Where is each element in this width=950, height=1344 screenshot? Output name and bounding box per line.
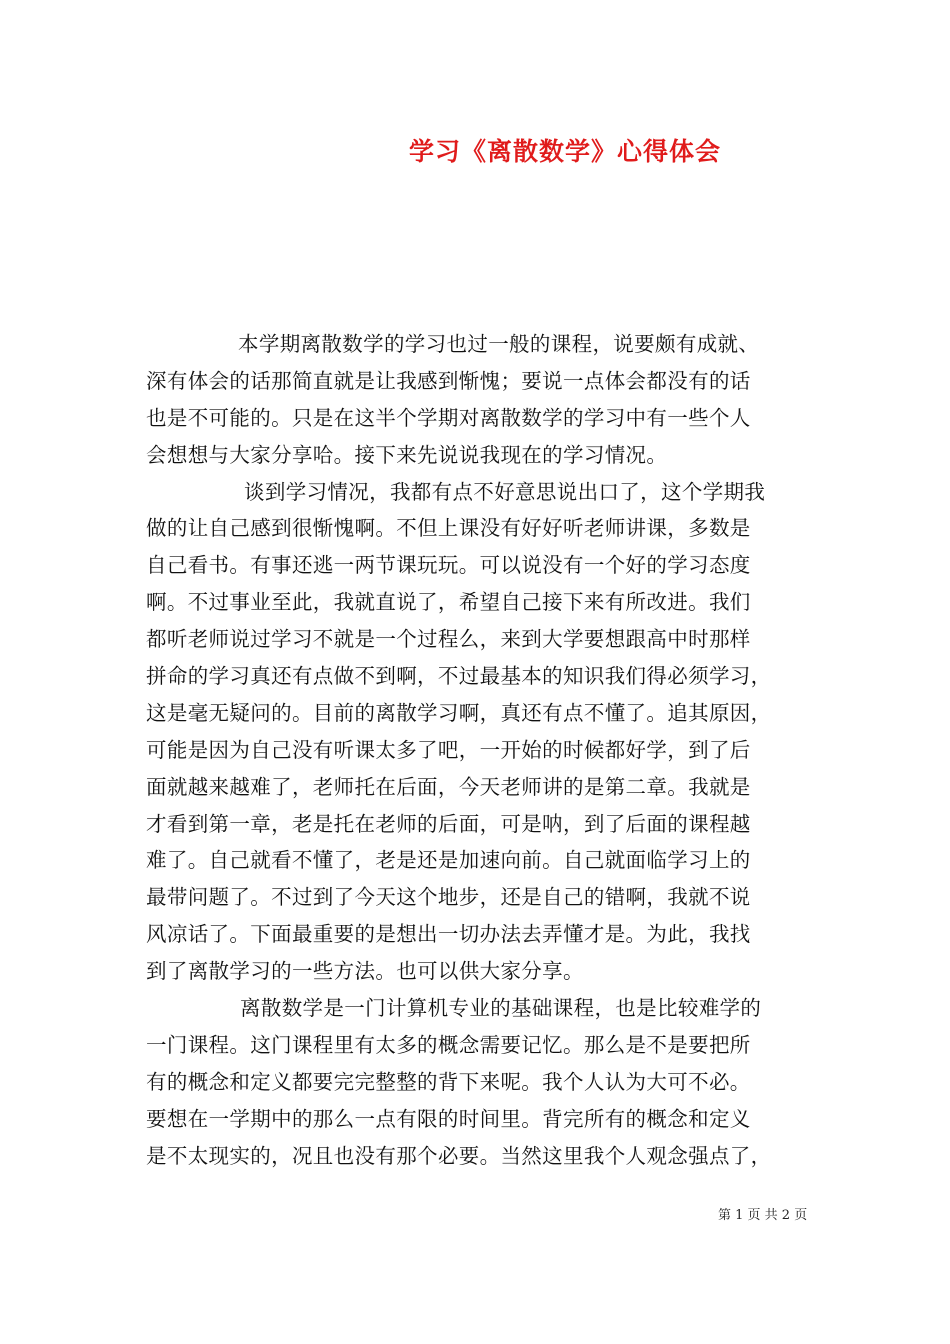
- paragraph-2-line-13: 风凉话了。下面最重要的是想出一切办法去弄懂才是。为此，我找: [146, 922, 751, 947]
- paragraph-2-line-4: 啊。不过事业至此，我就直说了，希望自己接下来有所改进。我们: [146, 590, 751, 615]
- page-number-footer: 第 1 页 共 2 页: [718, 1208, 808, 1223]
- paragraph-2-line-10: 才看到第一章，老是托在老师的后面，可是呐，到了后面的课程越: [146, 811, 751, 836]
- paragraph-2-line-14: 到了离散学习的一些方法。也可以供大家分享。: [146, 959, 584, 984]
- paragraph-2-line-2: 做的让自己感到很惭愧啊。不但上课没有好好听老师讲课，多数是: [146, 516, 751, 541]
- paragraph-3-line-5: 是不太现实的，况且也没有那个必要。当然这里我个人观念强点了，: [146, 1143, 772, 1168]
- paragraph-2-line-9: 面就越来越难了，老师托在后面，今天老师讲的是第二章。我就是: [146, 774, 751, 799]
- paragraph-3-line-2: 一门课程。这门课程里有太多的概念需要记忆。那么是不是要把所: [146, 1032, 751, 1057]
- paragraph-2-line-8: 可能是因为自己没有听课太多了吧，一开始的时候都好学，到了后: [146, 737, 751, 762]
- paragraph-2-line-12: 最带问题了。不过到了今天这个地步，还是自己的错啊，我就不说: [146, 885, 751, 910]
- paragraph-2-line-6: 拼命的学习真还有点做不到啊，不过最基本的知识我们得必须学习，: [146, 664, 772, 689]
- paragraph-2-line-3: 自己看书。有事还逃一两节课玩玩。可以说没有一个好的学习态度: [146, 553, 751, 578]
- paragraph-2-line-11: 难了。自己就看不懂了，老是还是加速向前。自己就面临学习上的: [146, 848, 751, 873]
- paragraph-1-line-1: 本学期离散数学的学习也过一般的课程，说要颇有成就、: [238, 332, 760, 356]
- paragraph-3-line-1: 离散数学是一门计算机专业的基础课程，也是比较难学的: [240, 996, 762, 1021]
- paragraph-2-line-5: 都听老师说过学习不就是一个过程么，来到大学要想跟高中时那样: [146, 627, 751, 652]
- paragraph-3-line-4: 要想在一学期中的那么一点有限的时间里。背完所有的概念和定义: [146, 1106, 751, 1131]
- paragraph-2-line-7: 这是毫无疑问的。目前的离散学习啊，真还有点不懂了。追其原因，: [146, 700, 772, 725]
- paragraph-1-line-4: 会想想与大家分享哈。接下来先说说我现在的学习情况。: [146, 442, 668, 467]
- document-body: [146, 326, 810, 1174]
- paragraph-3-line-3: 有的概念和定义都要完完整整的背下来呢。我个人认为大可不必。: [146, 1069, 751, 1094]
- document-title: 学习《离散数学》心得体会: [408, 137, 721, 166]
- paragraph-1-line-3: 也是不可能的。只是在这半个学期对离散数学的学习中有一些个人: [146, 405, 751, 430]
- paragraph-2-line-1: 谈到学习情况，我都有点不好意思说出口了，这个学期我: [244, 479, 766, 504]
- paragraph-1-line-2: 深有体会的话那简直就是让我感到惭愧；要说一点体会都没有的话: [146, 368, 751, 393]
